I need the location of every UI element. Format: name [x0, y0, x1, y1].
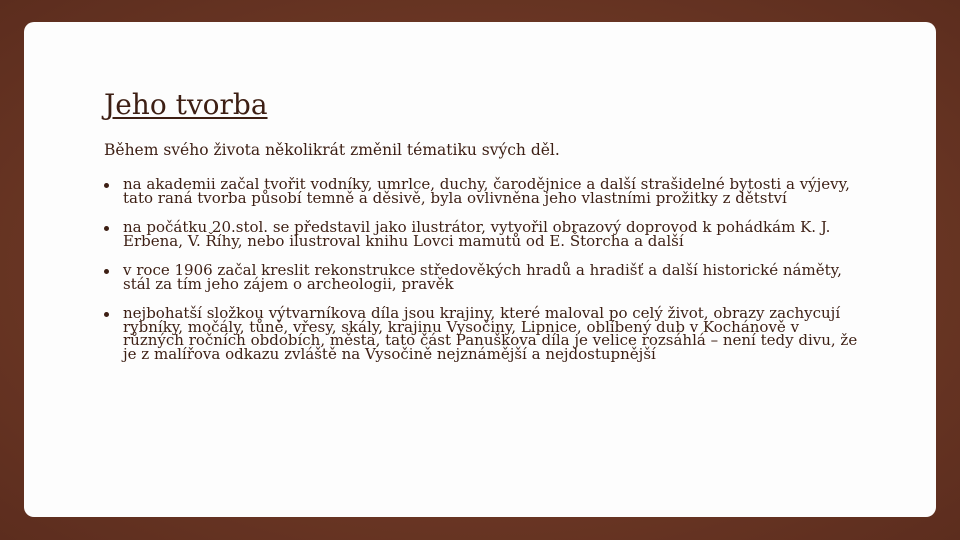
- bullet-icon: [104, 269, 109, 274]
- list-item: [104, 175, 864, 207]
- list-item-text: nejbohatší složkou výtvarníkova díla jsou krajiny, které maloval po celý život, obrazy zachycují rybníky, močály, tůně, vřesy, skály, krajinu Vysočiny, Lipnice, oblíbený dub v Kochánově v různých ročních obdobích, města, tato část Panuškova díla je velice rozsáhlá – není tedy divu, že je z malířova odkazu zvláště na Vysočině nejznámější a nejdostupnější: [123, 304, 858, 363]
- list-item: [104, 218, 864, 250]
- list-item-text: v roce 1906 začal kreslit rekonstrukce středověkých hradů a hradišť a další historické náměty, stál za tím jeho zájem o archeologii, pravěk: [123, 261, 842, 293]
- bullet-icon: [104, 226, 109, 231]
- slide-card: [24, 22, 936, 517]
- list-item-text: na akademii začal tvořit vodníky, umrlce, duchy, čarodějnice a další strašidelné bytosti a výjevy, tato raná tvorba působí temně a děsivě, byla ovlivněna jeho vlastními prožitky z dětství: [123, 175, 850, 207]
- bullet-icon: [104, 183, 109, 188]
- list-item-text: na počátku 20.stol. se představil jako ilustrátor, vytvořil obrazový doprovod k pohádkám K. J. Erbena, V. Říhy, nebo ilustroval knihu Lovci mamutů od E. Štorcha a další: [123, 218, 831, 250]
- list-item: [104, 261, 864, 293]
- slide-title: Jeho tvorba: [104, 88, 268, 121]
- bullet-list: [104, 175, 864, 377]
- bullet-icon: [104, 312, 109, 317]
- list-item: [104, 304, 864, 363]
- intro-text: Během svého života několikrát změnil tématiku svých děl.: [104, 141, 560, 159]
